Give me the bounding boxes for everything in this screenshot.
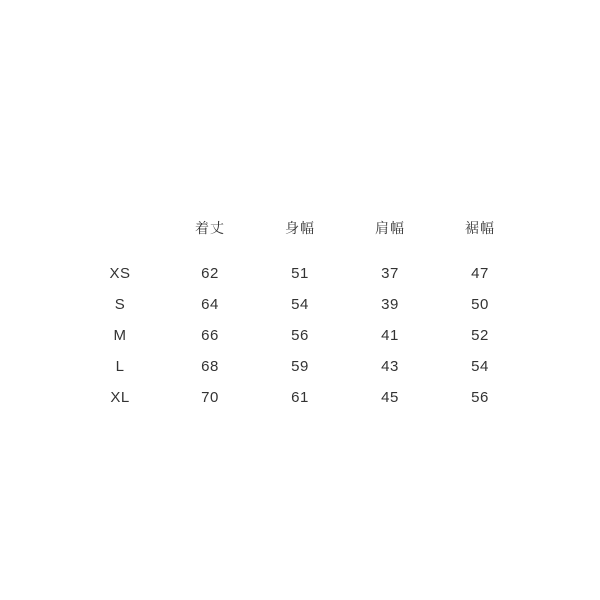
size-label-m: M [113, 327, 127, 344]
size-label-s: S [114, 296, 126, 313]
table-row-xs [75, 258, 525, 289]
value-s-body-length: 64 [201, 296, 219, 313]
value-xs-hem-width: 47 [471, 265, 489, 282]
table-row-xl [75, 382, 525, 413]
column-header-body-width: 身幅 [285, 220, 315, 236]
size-label-l: L [115, 358, 125, 375]
value-s-body-width: 54 [291, 296, 309, 313]
value-s-hem-width: 50 [471, 296, 489, 313]
column-header-shoulder-width: 肩幅 [375, 220, 405, 236]
table-header-row [75, 214, 525, 242]
size-label-xl: XL [110, 389, 130, 406]
value-xl-hem-width: 56 [471, 389, 489, 406]
value-xl-body-width: 61 [291, 389, 309, 406]
value-m-shoulder-width: 41 [381, 327, 399, 344]
value-xs-shoulder-width: 37 [381, 265, 399, 282]
value-l-hem-width: 54 [471, 358, 489, 375]
value-xs-body-length: 62 [201, 265, 219, 282]
value-m-hem-width: 52 [471, 327, 489, 344]
value-l-body-width: 59 [291, 358, 309, 375]
value-xl-shoulder-width: 45 [381, 389, 399, 406]
value-l-shoulder-width: 43 [381, 358, 399, 375]
value-xl-body-length: 70 [201, 389, 219, 406]
table-row-l [75, 351, 525, 382]
value-m-body-width: 56 [291, 327, 309, 344]
value-xs-body-width: 51 [291, 265, 309, 282]
size-chart-table [75, 214, 525, 413]
value-l-body-length: 68 [201, 358, 219, 375]
value-s-shoulder-width: 39 [381, 296, 399, 313]
size-label-xs: XS [109, 265, 131, 282]
table-row-m [75, 320, 525, 351]
column-header-hem-width: 裾幅 [465, 220, 495, 236]
table-row-s [75, 289, 525, 320]
column-header-body-length: 着丈 [195, 220, 225, 236]
value-m-body-length: 66 [201, 327, 219, 344]
